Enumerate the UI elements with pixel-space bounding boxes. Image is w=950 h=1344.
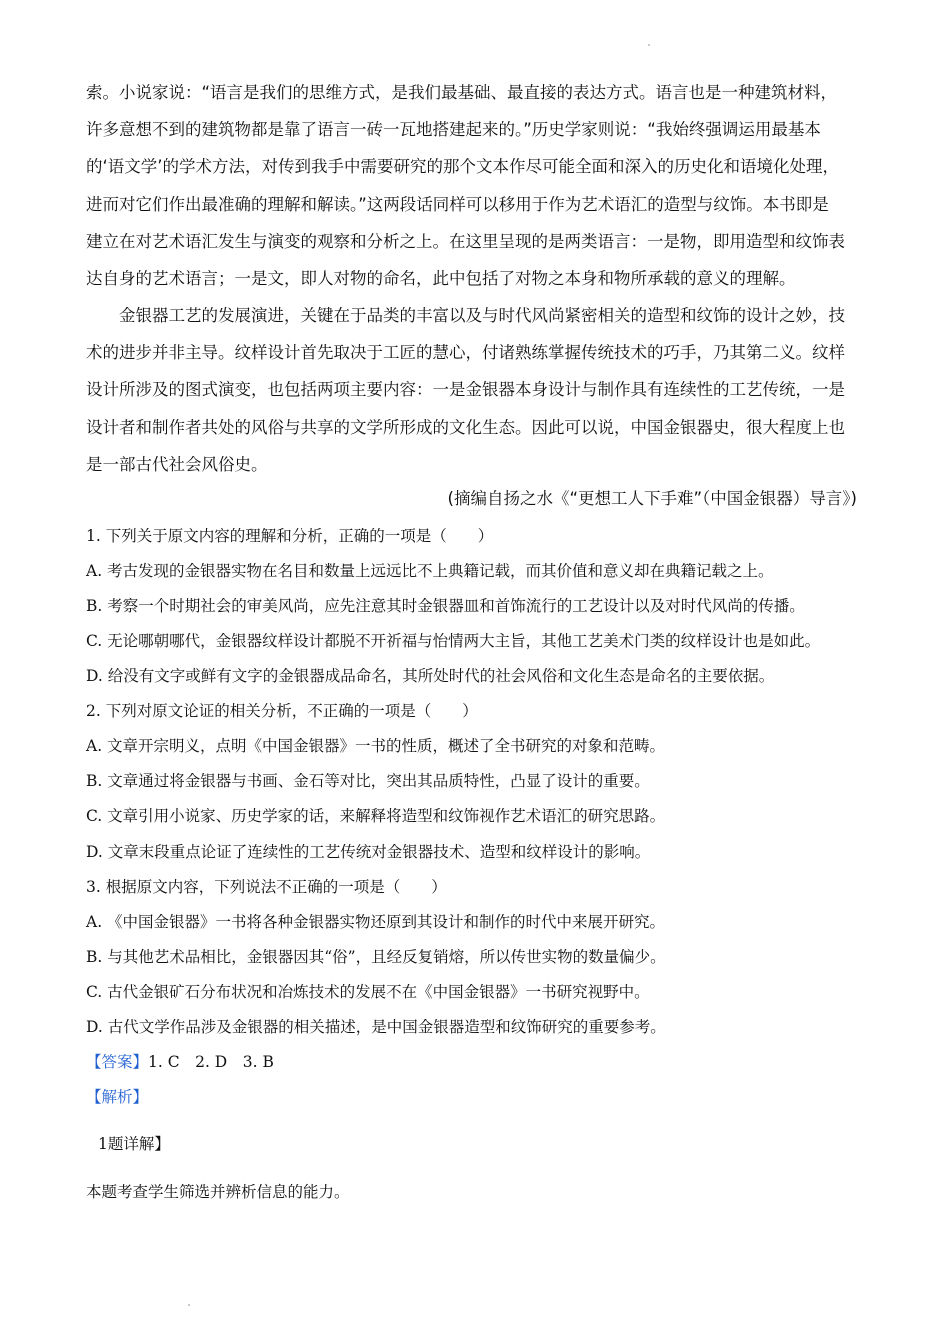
- answer-line: [86, 1052, 274, 1072]
- passage-line: 设计所涉及的图式演变，也包括两项主要内容：一是金银器本身设计与制作具有连续性的工艺传统，一是: [86, 380, 845, 400]
- passage-line: 索。小说家说：“语言是我们的思维方式，是我们最基础、最直接的表达方式。语言也是一种建筑材料，: [86, 83, 838, 102]
- analysis-detail-text: 本题考查学生筛选并辨析信息的能力。: [86, 1183, 350, 1201]
- question-1-option-c: C. 无论哪朝哪代，金银器纹样设计都脱不开祈福与怡情两大主旨，其他工艺美术门类的纹样设计也是如此。: [86, 632, 821, 650]
- question-3-option-c: C. 古代金银矿石分布状况和冶炼技术的发展不在《中国金银器》一书研究视野中。: [86, 983, 650, 1001]
- question-2-option-a: A. 文章开宗明义，点明《中国金银器》一书的性质，概述了全书研究的对象和范畴。: [86, 737, 666, 755]
- question-2-stem: 2. 下列对原文论证的相关分析，不正确的一项是（ ）: [86, 702, 478, 720]
- question-1-stem: 1. 下列关于原文内容的理解和分析，正确的一项是（ ）: [86, 527, 494, 545]
- passage-line: 达自身的艺术语言；一是文，即人对物的命名，此中包括了对物之本身和物所承载的意义的理解。: [86, 269, 796, 289]
- passage-line: 是一部古代社会风俗史。: [86, 454, 268, 474]
- passage-line: 设计者和制作者共处的风俗与共享的文学所形成的文化生态。因此可以说，中国金银器史，很大程度上也: [86, 417, 845, 437]
- question-3-stem: 3. 根据原文内容，下列说法不正确的一项是（ ）: [86, 878, 447, 896]
- scan-dot: [188, 1304, 190, 1306]
- question-3-option-b: B. 与其他艺术品相比，金银器因其“俗”，且经反复销熔，所以传世实物的数量偏少。: [86, 948, 666, 966]
- passage-line: 金银器工艺的发展演进，关键在于品类的丰富以及与时代风尚紧密相关的造型和纹饰的设计之妙，技: [119, 306, 845, 325]
- answer-value: 1. C 2. D 3. B: [148, 1053, 274, 1071]
- question-3-option-a: A. 《中国金银器》一书将各种金银器实物还原到其设计和制作的时代中来展开研究。: [86, 913, 666, 931]
- passage-paragraph-1: [86, 74, 866, 297]
- question-1-option-a: A. 考古发现的金银器实物在名目和数量上远远比不上典籍记载，而其价值和意义却在典籍记载之上。: [86, 562, 774, 580]
- passage-line: 术的进步并非主导。纹样设计首先取决于工匠的慧心，付诸熟练掌握传统技术的巧手，乃其第二义。纹样: [86, 343, 845, 363]
- question-2-option-c: C. 文章引用小说家、历史学家的话，来解释将造型和纹饰视作艺术语汇的研究思路。: [86, 807, 666, 825]
- passage-source: (摘编自扬之水《“更想工人下手难”（中国金银器）导言》): [447, 489, 857, 508]
- analysis-detail-title: 1题详解】: [98, 1135, 170, 1153]
- passage-line: 建立在对艺术语汇发生与演变的观察和分析之上。在这里呈现的是两类语言：一是物，即用造型和纹饰表: [86, 231, 845, 251]
- passage-line: 进而对它们作出最准确的理解和解读。”这两段话同样可以移用于作为艺术语汇的造型与纹饰。本书即是: [86, 194, 829, 214]
- passage-paragraph-2: [86, 297, 866, 483]
- analysis-label: 【解析】: [86, 1088, 149, 1106]
- question-1-option-b: B. 考察一个时期社会的审美风尚，应先注意其时金银器皿和首饰流行的工艺设计以及对时代风尚的传播。: [86, 597, 805, 615]
- question-2-option-d: D. 文章末段重点论证了连续性的工艺传统对金银器技术、造型和纹样设计的影响。: [86, 843, 651, 861]
- question-1-option-d: D. 给没有文字或鲜有文字的金银器成品命名，其所处时代的社会风俗和文化生态是命名的主要依据。: [86, 667, 775, 685]
- question-3-option-d: D. 古代文学作品涉及金银器的相关描述，是中国金银器造型和纹饰研究的重要参考。: [86, 1018, 666, 1036]
- answer-label: 【答案】: [86, 1053, 149, 1071]
- passage-line: 许多意想不到的建筑物都是靠了语言一砖一瓦地搭建起来的。”历史学家则说：“我始终强调运用最基本: [86, 120, 821, 140]
- scan-dot: [648, 44, 650, 46]
- passage-line: 的‘语文学’的学术方法，对传到我手中需要研究的那个文本作尽可能全面和深入的历史化和语境化处理，: [86, 157, 839, 177]
- question-2-option-b: B. 文章通过将金银器与书画、金石等对比，突出其品质特性，凸显了设计的重要。: [86, 772, 650, 790]
